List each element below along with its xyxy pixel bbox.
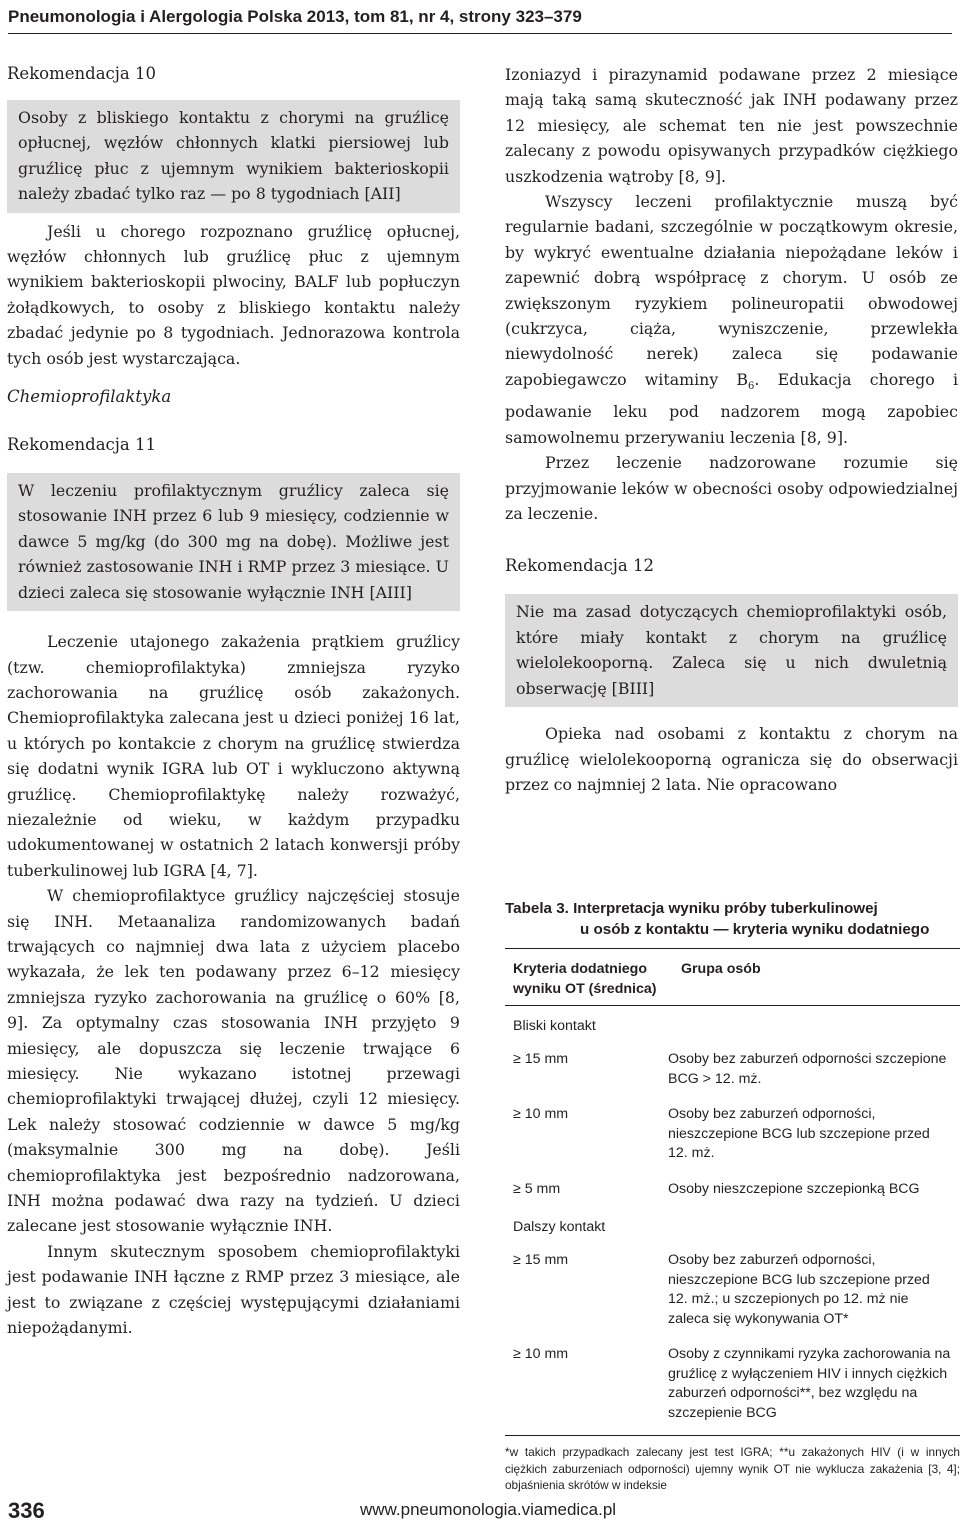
table-caption-line2: u osób z kontaktu — kryteria wyniku dodatniego: [580, 921, 930, 938]
rec10-title: Rekomendacja 10: [7, 64, 156, 83]
running-head: Pneumonologia i Alergologia Polska 2013, tom 81, nr 4, strony 323–379: [8, 4, 952, 34]
rec10-box: [7, 100, 460, 213]
rec11-text: W leczeniu profilaktycznym gruźlicy zaleca się stosowanie INH przez 6 lub 9 miesięcy, codziennie w dawce 5 mg/kg (do 300 mg na dobę). Możliwe jest również zastosowanie INH i RMP przez 3 miesiące. U dzieci zaleca się stosowanie wyłącznie INH [AIII]: [18, 481, 449, 602]
table-row: [505, 1097, 960, 1172]
rec12-title: Rekomendacja 12: [505, 556, 654, 576]
page-number: 336: [8, 1498, 45, 1523]
section-title: Chemioprofilaktyka: [7, 387, 172, 407]
paragraph: Jeśli u chorego rozpoznano gruźlicę opłucnej, węzłów chłonnych lub gruźlicę płuc z ujemnym wynikiem bakterioskopii plwociny, BALF lub popłuczyn żołądkowych, to osoby z bliskiego kontaktu należy zbadać jedynie po 8 tygodniach. Jednorazowa kontrola tych osób jest wystarczająca.: [7, 221, 460, 368]
table-cell-criterion: ≥ 10 mm: [513, 1106, 569, 1122]
table-row: [505, 1243, 960, 1337]
paragraph: Leczenie utajonego zakażenia prątkiem gruźlicy (tzw. chemioprofilaktyka) zmniejsza ryzyko zachorowania na gruźlicę osób zakażonych. Chemioprofilaktyka zalecana jest u dzieci poniżej 16 lat, u których po kontakcie z chorym na gruźlicę stwierdza się dodatni wynik IGRA lub OT i wykluczono aktywną gruźlicę. Chemioprofilaktykę należy rozważyć, niezależnie od wieku, w każdym przypadku udokumentowanej w ostatnich 2 latach konwersji próby tuberkulinowej lub IGRA [4, 7].: [7, 632, 460, 880]
table-cell-group: Osoby bez zaburzeń odporności szczepione BCG > 12. mż.: [668, 1051, 947, 1087]
table-row: [505, 1042, 960, 1097]
rec11-title: Rekomendacja 11: [7, 435, 156, 455]
rec11-box: [7, 473, 460, 611]
table-cell-criterion: ≥ 5 mm: [513, 1180, 561, 1197]
paragraph: Opieka nad osobami z kontaktu z chorym na gruźlicę wielolekooporną ogranicza się do obserwacji przez co najmniej 2 lata. Nie opracowano: [505, 724, 958, 794]
left-column: [7, 62, 460, 1340]
table-header-group: Grupa osób: [681, 961, 761, 977]
table-row: [505, 1337, 960, 1431]
table-caption-line1: Tabela 3. Interpretacja wyniku próby tuberkulinowej: [505, 900, 878, 917]
paragraph-part: . Edukacja chorego i podawanie leku pod nadzorem mogą zapobiec samowolnemu przerywaniu leczenia [8, 9].: [505, 369, 959, 447]
table-cell-group: Osoby z czynnikami ryzyka zachorowania na gruźlicę z wyłączeniem HIV i innych ciężkich zaburzeń odporności**, bez względu na szczepienie BCG: [668, 1346, 951, 1421]
rec12-text: Nie ma zasad dotyczących chemioprofilaktyki osób, które miały kontakt z chorym na gruźlicę wielolekooporną. Zaleca się u nich dwuletnią obserwację [BIII]: [516, 602, 947, 698]
subscript: 6: [748, 381, 755, 393]
paragraph-part: Wszyscy leczeni profilaktycznie muszą być regularnie badani, szczególnie w początkowym okresie, by wykryć ewentualne działania niepożądane leków i zapewnić dobrą współpracę z chorym. U osób ze zwiększonym ryzykiem polineuropatii obwodowej (cukrzyca, ciąża, wyniszczenie, przewlekła niewydolność nerek) zaleca się podawanie zapobiegawczo witaminy B: [505, 192, 958, 389]
right-column: [505, 62, 958, 797]
paragraph: W chemioprofilaktyce gruźlicy najczęściej stosuje się INH. Metaanaliza randomizowanych badań trwających co najmniej dwa lata z użyciem placebo wykazała, że lek ten podawany przez 6–12 miesięcy zmniejsza ryzyko zachorowania na gruźlicę o 60% [8, 9]. Za optymalny czas stosowania INH przyjęto 9 miesięcy, ale dopuszcza się leczenie trwające 6 miesięcy. Nie wykazano istotnej przewagi chemioprofilaktyki trwającej dłużej, czyli 12 miesięcy. Lek należy stosować codziennie w dawce 5 mg/kg (maksymalnie 300 mg na dobę). Jeśli chemioprofilaktyka jest bezpośrednio nadzorowana, INH można podawać dwa razy na tydzień. U dzieci zalecane jest stosowanie wyłącznie INH.: [7, 886, 460, 1236]
rec10-text: Osoby z bliskiego kontaktu z chorymi na gruźlicę opłucnej, węzłów chłonnych klatki piersiowej lub gruźlicę płuc z ujemnym wynikiem bakterioskopii należy zbadać tylko raz — po 8 tygodniach [AII]: [18, 108, 449, 204]
website-link[interactable]: www.pneumonologia.viamedica.pl: [360, 1500, 617, 1519]
paragraph: Innym skutecznym sposobem chemioprofilaktyki jest podawanie INH łączne z RMP przez 3 miesiące, ale jest to związane z częściej występującymi działaniami niepożądanymi.: [7, 1241, 460, 1338]
table-cell-group: Osoby bez zaburzeń odporności, nieszczepione BCG lub szczepione przed 12. mż.: [668, 1106, 930, 1161]
table-cell-group: Osoby bez zaburzeń odporności, nieszczepione BCG lub szczepione przed 12. mż.; u szczepionych po 12. mż nie zaleca się wykonywania OT*: [668, 1252, 930, 1327]
table-header: [505, 949, 960, 1006]
paragraph: Izoniazyd i pirazynamid podawane przez 2 miesiące mają taką samą skuteczność jak INH podawany przez 12 miesięcy, ale schemat ten nie jest powszechnie zalecany z powodu opisywanych przypadków ciężkiego uszkodzenia wątroby [8, 9].: [505, 65, 958, 186]
table-caption: [505, 898, 960, 949]
table-cell-criterion: ≥ 15 mm: [513, 1051, 569, 1067]
table-group-label: Bliski kontakt: [513, 1018, 596, 1034]
rec12-box: [505, 594, 958, 707]
table-row: [505, 1172, 960, 1208]
paragraph: [505, 189, 958, 450]
table-cell-criterion: ≥ 15 mm: [513, 1252, 569, 1268]
table-cell-group: Osoby nieszczepione szczepionką BCG: [668, 1180, 920, 1197]
table-cell-criterion: ≥ 10 mm: [513, 1346, 569, 1362]
table-footnote: *w takich przypadkach zalecany jest test IGRA; **u zakażonych HIV (i w innych ciężkich zaburzeniach odporności) ujemny wynik OT nie wyklucza zakażenia [3, 4]; objaśnienia skrótów w indeksie: [505, 1445, 960, 1492]
table-group-label: Dalszy kontakt: [513, 1219, 606, 1235]
paragraph: Przez leczenie nadzorowane rozumie się przyjmowanie leków w obecności osoby odpowiedzialnej za leczenie.: [505, 453, 958, 524]
table-3: [505, 898, 960, 1494]
table-header-criteria: Kryteria dodatniego wyniku OT (średnica): [513, 961, 657, 997]
